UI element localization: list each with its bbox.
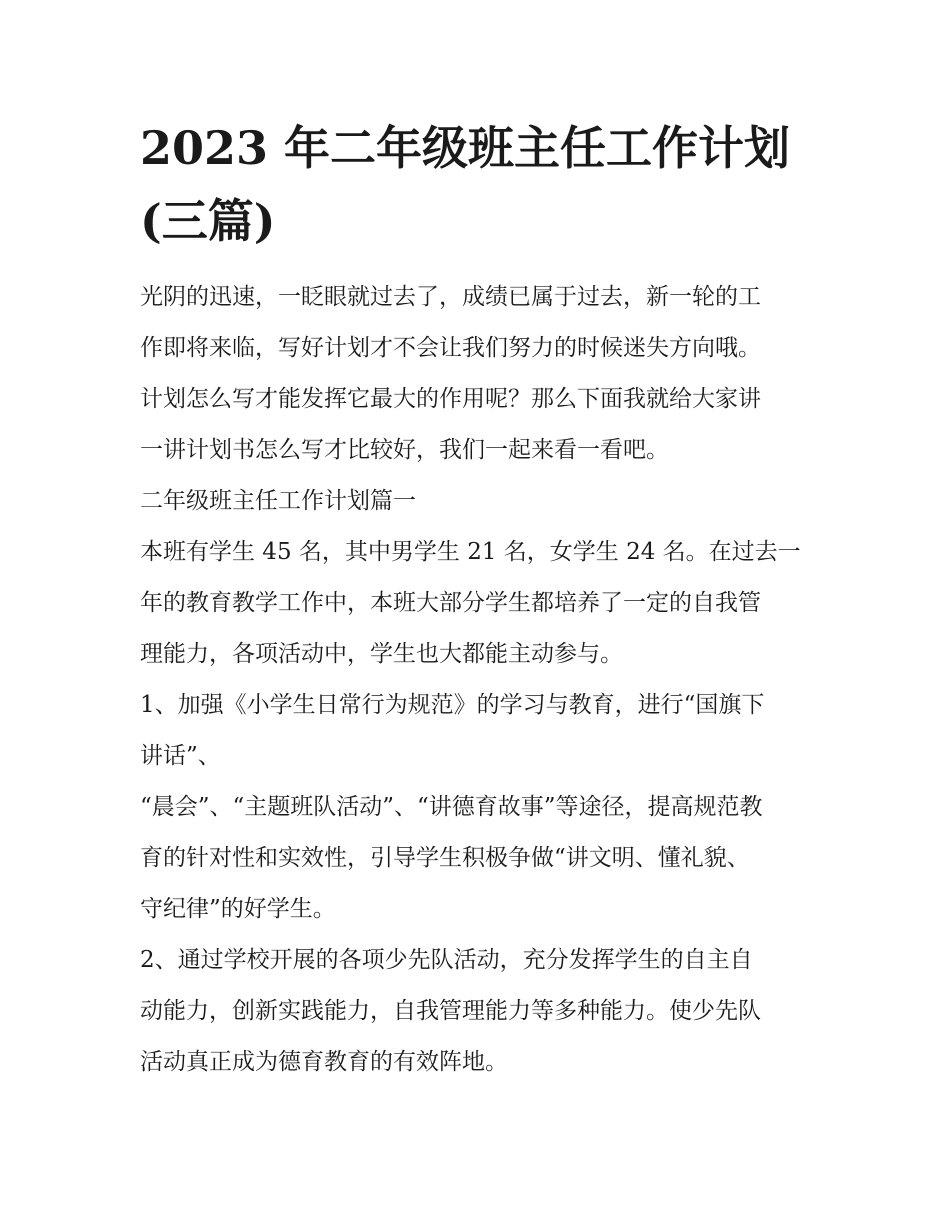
paragraph-line: 本班有学生 45 名，其中男学生 21 名，女学生 24 名。在过去一 (140, 539, 801, 565)
list-item-2-line: 动能力，创新实践能力，自我管理能力等多种能力。使少先队 (140, 998, 761, 1024)
title-line-1: 2023 年二年级班主任工作计划 (140, 121, 791, 175)
list-item-1-line: 育的针对性和实效性，引导学生积极争做“讲文明、懂礼貌、 (140, 845, 750, 871)
document-title (140, 112, 820, 258)
list-item-1-line: 讲话”、 (140, 743, 221, 769)
list-item-1-line: 1、加强《小学生日常行为规范》的学习与教育，进行“国旗下 (140, 692, 765, 718)
list-item-1-line: “晨会”、“主题班队活动”、“讲德育故事”等途径，提高规范教 (140, 794, 763, 820)
section-heading: 二年级班主任工作计划篇一 (140, 488, 416, 514)
intro-line-3: 计划怎么写才能发挥它最大的作用呢？那么下面我就给大家讲 (140, 386, 761, 412)
intro-line-1: 光阴的迅速，一眨眼就过去了，成绩已属于过去，新一轮的工 (140, 284, 761, 310)
document-content (140, 112, 820, 1088)
list-item-2-line: 活动真正成为德育教育的有效阵地。 (140, 1049, 508, 1075)
intro-line-4: 一讲计划书怎么写才比较好，我们一起来看一看吧。 (140, 437, 669, 463)
intro-line-2: 作即将来临，写好计划才不会让我们努力的时候迷失方向哦。 (140, 335, 761, 361)
list-item-2-line: 2、通过学校开展的各项少先队活动，充分发挥学生的自主自 (140, 947, 753, 973)
paragraph-line: 理能力，各项活动中，学生也大都能主动参与。 (140, 641, 623, 667)
list-item-1-line: 守纪律”的好学生。 (140, 896, 336, 922)
title-line-2: (三篇) (140, 194, 276, 248)
paragraph-line: 年的教育教学工作中，本班大部分学生都培养了一定的自我管 (140, 590, 761, 616)
